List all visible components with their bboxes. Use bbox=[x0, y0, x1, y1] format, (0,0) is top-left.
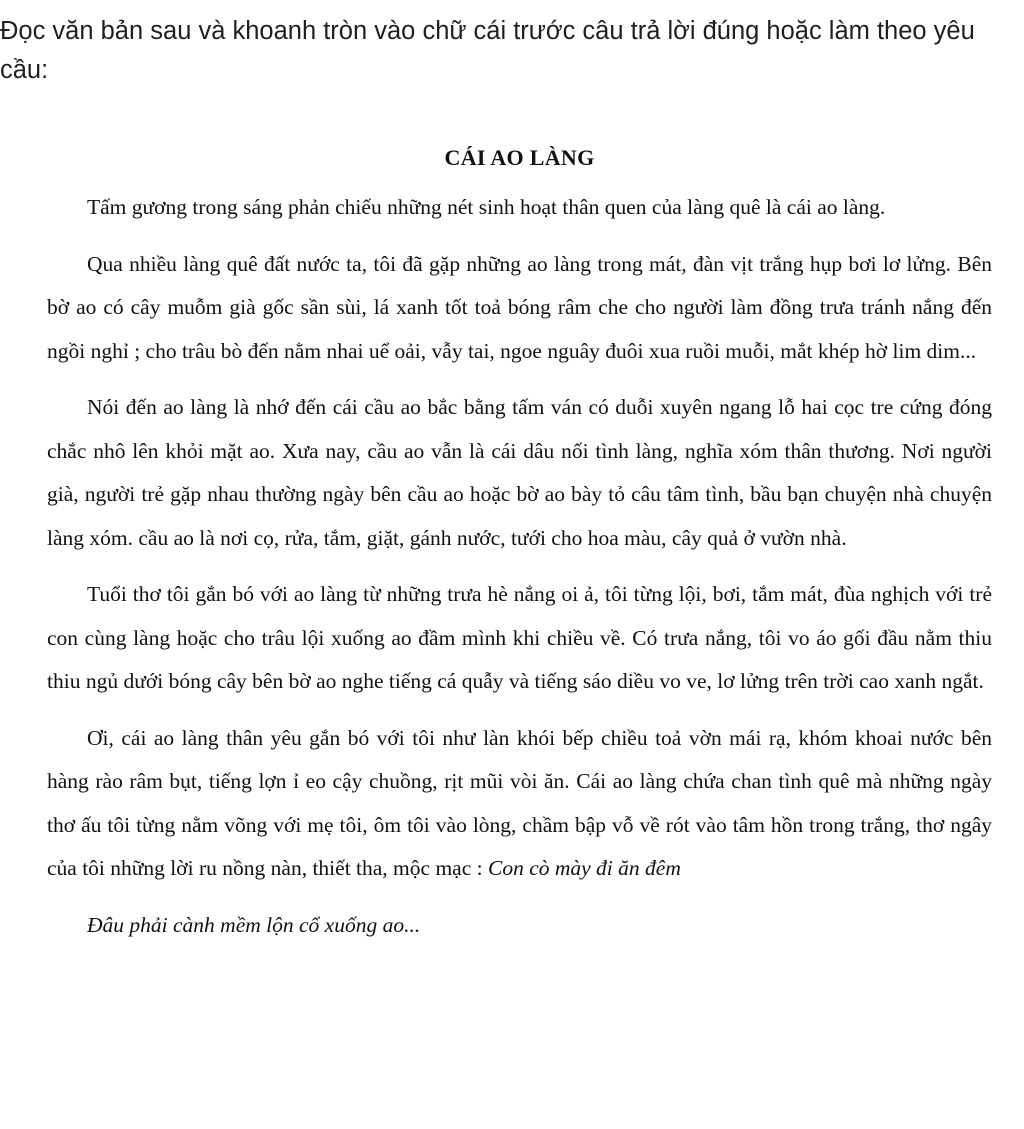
paragraph-1: Tấm gương trong sáng phản chiếu những nét sinh hoạt thân quen của làng quê là cái ao làng. bbox=[87, 195, 886, 219]
paragraph-5 bbox=[47, 717, 992, 891]
paragraph-4: Tuổi thơ tôi gắn bó với ao làng từ những trưa hè nắng oi ả, tôi từng lội, bơi, tắm mát, đùa nghịch với trẻ con cùng làng hoặc cho trâu lội xuống ao đầm mình khi chiều về. Có trưa nắng, tôi vo áo gối đầu nằm thiu thiu ngủ dưới bóng cây bên bờ ao nghe tiếng cá quẫy và tiếng sáo diều vo ve, lơ lửng trên trời cao xanh ngắt. bbox=[47, 582, 992, 693]
poem-line-1: Con cò mày đi ăn đêm bbox=[487, 856, 681, 880]
document-title: CÁI AO LÀNG bbox=[444, 145, 595, 170]
document-body bbox=[47, 140, 992, 947]
paragraph-2: Qua nhiều làng quê đất nước ta, tôi đã gặp những ao làng trong mát, đàn vịt trắng hụp bơi lơ lửng. Bên bờ ao có cây muỗm già gốc sần sùi, lá xanh tốt toả bóng râm che cho người làm đồng trưa tránh nắng đến ngồi nghỉ ; cho trâu bò đến nằm nhai uể oải, vẫy tai, ngoe nguây đuôi xua ruồi muỗi, mắt khép hờ lim dim... bbox=[47, 251, 992, 363]
poem-line-2: Đâu phải cành mềm lộn cổ xuống ao... bbox=[87, 912, 421, 937]
paragraph-5-text: Ơi, cái ao làng thân yêu gắn bó với tôi như làn khói bếp chiều toả vờn mái rạ, khóm khoai nước bên hàng rào râm bụt, tiếng lợn ỉ eo cậy chuồng, rịt mũi vòi ăn. Cái ao làng chứa chan tình quê mà những ngày thơ ấu tôi từng nằm võng với mẹ tôi, ôm tôi vào lòng, chầm bập vỗ về rót vào tâm hồn trong trắng, thơ ngây của tôi những lời ru nồng nàn, thiết tha, mộc mạc : bbox=[47, 725, 992, 880]
instruction-text: Đọc văn bản sau và khoanh tròn vào chữ cái trước câu trả lời đúng hoặc làm theo yêu cầu: bbox=[0, 17, 975, 84]
paragraph-3: Nói đến ao làng là nhớ đến cái cầu ao bắc bằng tấm ván có duỗi xuyên ngang lỗ hai cọc tre cứng đóng chắc nhô lên khỏi mặt ao. Xưa nay, cầu ao vẫn là cái dâu nối tình làng, nghĩa xóm thân thương. Nơi người già, người trẻ gặp nhau thường ngày bên cầu ao hoặc bờ ao bày tỏ câu tâm tình, bầu bạn chuyện nhà chuyện làng xóm. cầu ao là nơi cọ, rửa, tắm, giặt, gánh nước, tưới cho hoa màu, cây quả ở vườn nhà. bbox=[47, 395, 992, 550]
